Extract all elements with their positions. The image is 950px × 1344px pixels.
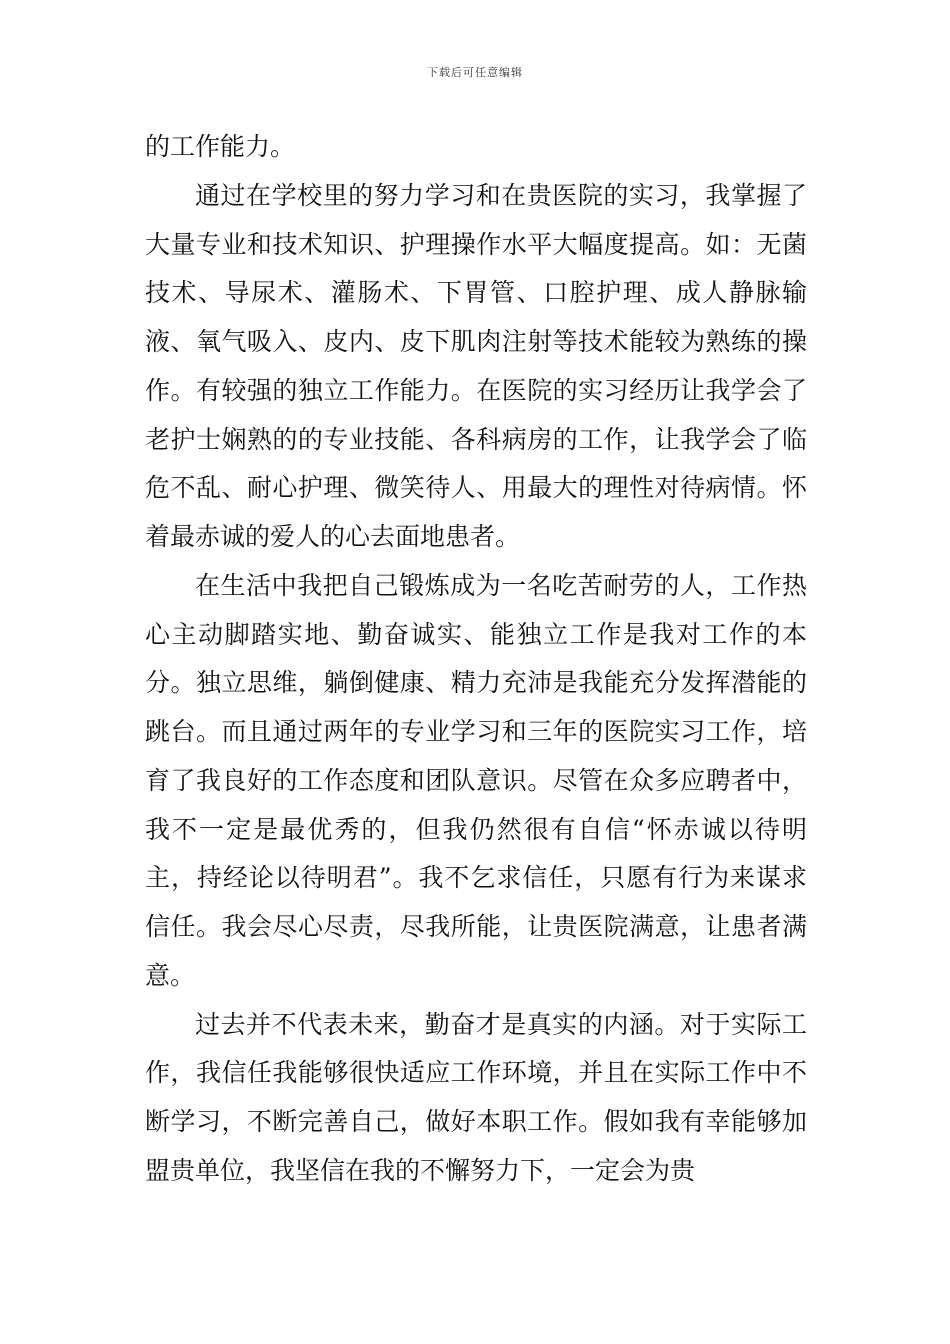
paragraph-3: 在生活中我把自己锻炼成为一名吃苦耐劳的人，工作热心主动脚踏实地、勤奋诚实、能独立工作是我对工作的本分。独立思维，躺倒健康、精力充沛是我能充分发挥潜能的跳台。而且通过两年的专业学习和三年的医院实习工作，培育了我良好的工作态度和团队意识。尽管在众多应聘者中，我不一定是最优秀的，但我仍然很有自信“怀赤诚以待明主，持经论以待明君”。我不乞求信任，只愿有行为来谋求信任。我会尽心尽责，尽我所能，让贵医院满意，让患者满意。 bbox=[145, 570, 807, 990]
document-body bbox=[145, 123, 807, 1196]
paragraph-2: 通过在学校里的努力学习和在贵医院的实习，我掌握了大量专业和技术知识、护理操作水平大幅度提高。如：无菌技术、导尿术、灌肠术、下胃管、口腔护理、成人静脉输液、氧气吸入、皮内、皮下肌肉注射等技术能较为熟练的操作。有较强的独立工作能力。在医院的实习经历让我学会了老护士娴熟的的专业技能、各科病房的工作，让我学会了临危不乱、耐心护理、微笑待人、用最大的理性对待病情。怀着最赤诚的爱人的心去面地患者。 bbox=[145, 180, 807, 551]
page-header: 下载后可任意编辑 bbox=[427, 66, 523, 79]
paragraph-4: 过去并不代表未来，勤奋才是真实的内涵。对于实际工作，我信任我能够很快适应工作环境，并且在实际工作中不断学习，不断完善自己，做好本职工作。假如我有幸能够加盟贵单位，我坚信在我的不懈努力下，一定会为贵 bbox=[145, 1009, 807, 1185]
paragraph-1: 的工作能力。 bbox=[145, 132, 296, 161]
